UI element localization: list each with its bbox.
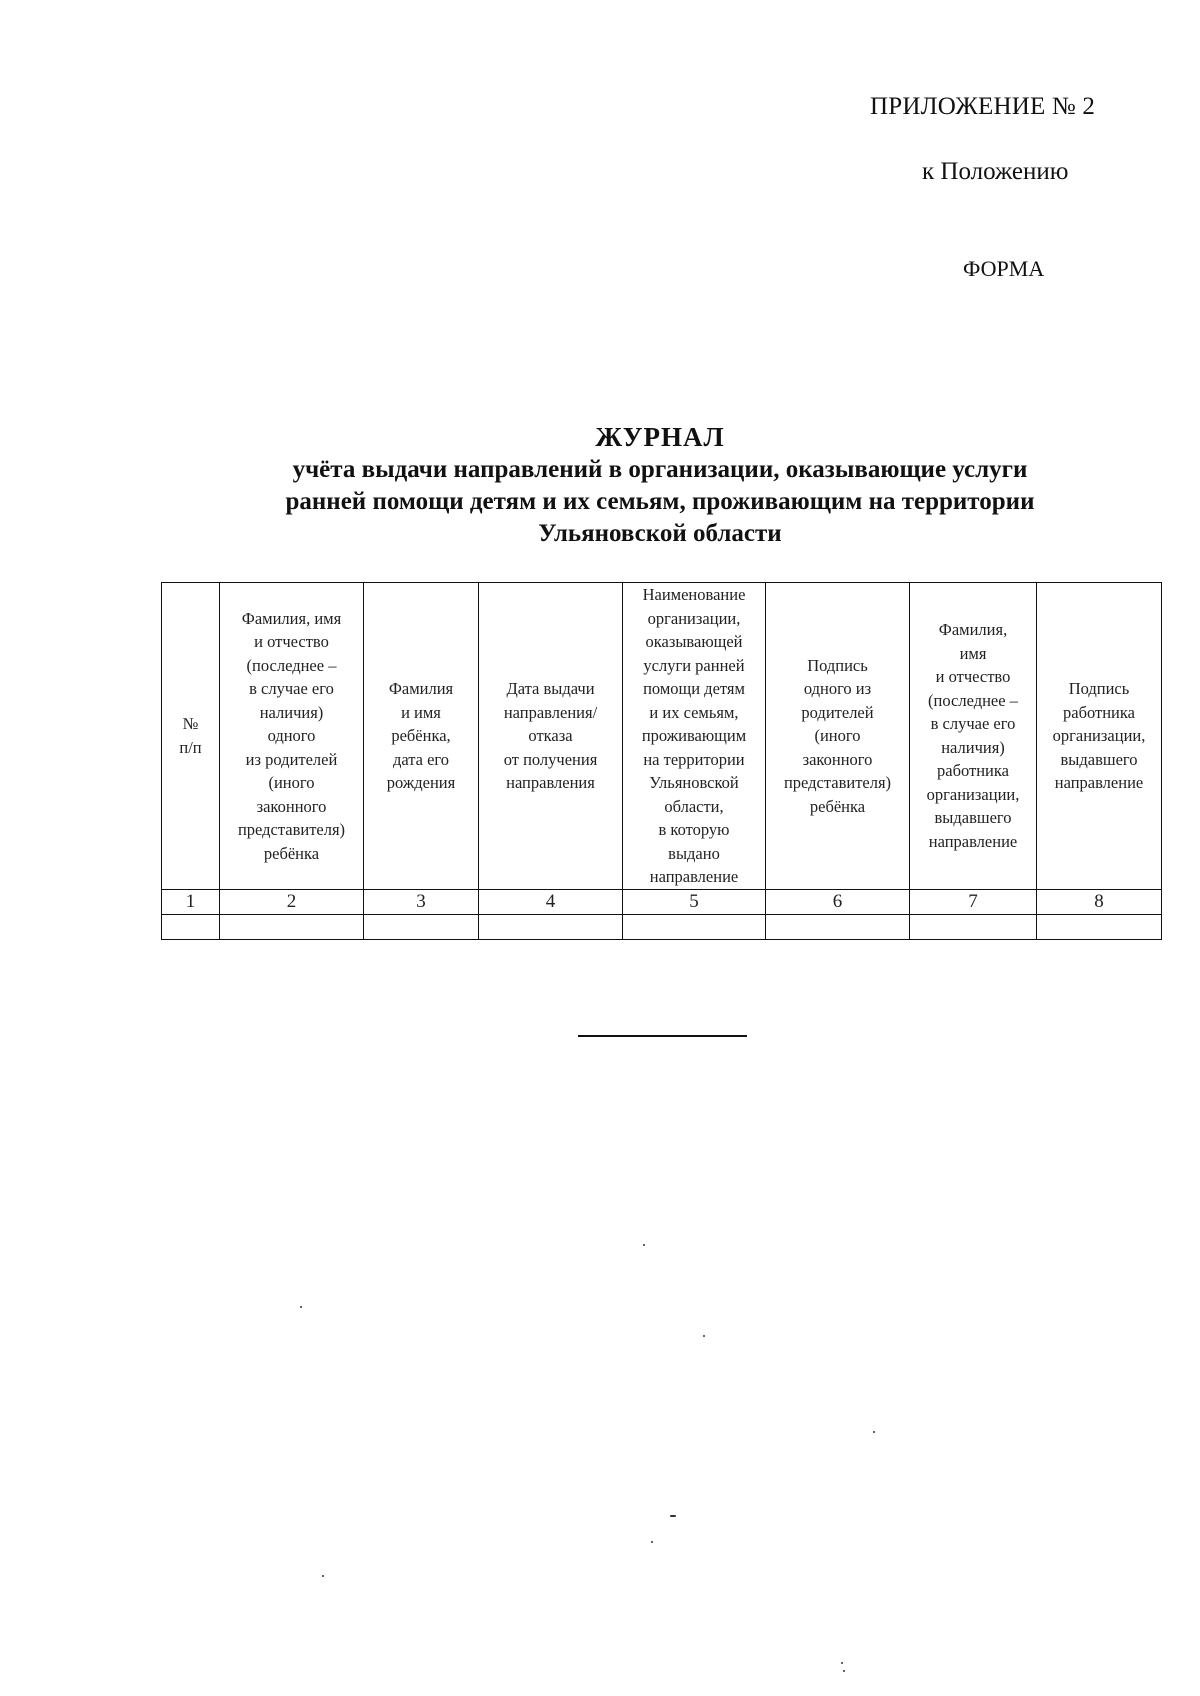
regulation-reference: к Положению (922, 158, 1069, 185)
scan-speck (843, 1670, 845, 1672)
scan-speck (703, 1335, 705, 1337)
column-number: 6 (766, 889, 910, 914)
empty-cell (1037, 914, 1162, 939)
column-number: 4 (479, 889, 623, 914)
scan-speck (643, 1244, 645, 1246)
header-cell-organization: Наименование организации, оказывающей услуги ранней помощи детям и их семьям, проживающим на территории Ульяновской области, в которую выдано направление (623, 583, 766, 890)
title-line-3: Ульяновской области (538, 520, 782, 547)
scan-speck (873, 1431, 875, 1433)
scan-speck (670, 1515, 676, 1517)
empty-cell (364, 914, 479, 939)
header-cell-child-name: Фамилия и имя ребёнка, дата его рождения (364, 583, 479, 890)
scan-speck (841, 1662, 843, 1664)
empty-cell (766, 914, 910, 939)
header-cell-number: № п/п (162, 583, 220, 890)
empty-cell (910, 914, 1037, 939)
column-number: 3 (364, 889, 479, 914)
journal-table (161, 582, 1162, 940)
empty-cell (479, 914, 623, 939)
header-cell-parent-signature: Подпись одного из родителей (иного законного представителя) ребёнка (766, 583, 910, 890)
column-number-row (162, 889, 1162, 914)
header-cell-employee-name: Фамилия, имя и отчество (последнее – в случае его наличия) работника организации, выдавшего направление (910, 583, 1037, 890)
header-cell-parent-name: Фамилия, имя и отчество (последнее – в случае его наличия) одного из родителей (иного законного представителя) ребёнка (220, 583, 364, 890)
document-title (200, 420, 1120, 550)
column-number: 1 (162, 889, 220, 914)
empty-cell (220, 914, 364, 939)
scan-speck (300, 1306, 302, 1308)
end-of-document-rule (578, 1035, 747, 1037)
empty-cell (162, 914, 220, 939)
header-cell-employee-signature: Подпись работника организации, выдавшего направление (1037, 583, 1162, 890)
column-number: 8 (1037, 889, 1162, 914)
scan-speck (322, 1575, 324, 1577)
title-line-2: ранней помощи детям и их семьям, проживающим на территории (285, 488, 1035, 515)
header-cell-issue-date: Дата выдачи направления/ отказа от получения направления (479, 583, 623, 890)
empty-cell (623, 914, 766, 939)
column-number: 2 (220, 889, 364, 914)
title-line-1: учёта выдачи направлений в организации, оказывающие услуги (292, 456, 1028, 483)
column-number: 7 (910, 889, 1037, 914)
column-number: 5 (623, 889, 766, 914)
scan-speck (651, 1541, 653, 1543)
form-label: ФОРМА (963, 256, 1045, 281)
title-main: ЖУРНАЛ (595, 422, 725, 452)
empty-entry-row (162, 914, 1162, 939)
appendix-number: ПРИЛОЖЕНИЕ № 2 (870, 93, 1096, 120)
table-header-row (162, 583, 1162, 890)
